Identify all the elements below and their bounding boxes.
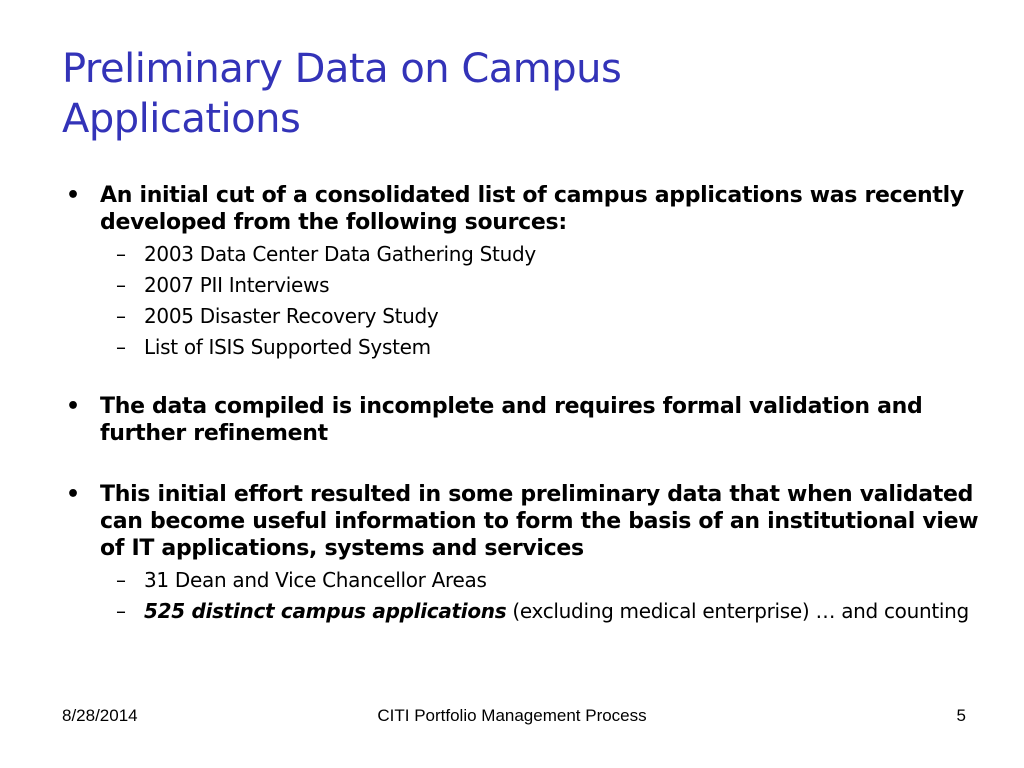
bullet-marker: • xyxy=(66,482,80,507)
slide-title-line-1: Preliminary Data on Campus xyxy=(62,46,622,92)
sub-bullet-text: 2007 PII Interviews xyxy=(144,273,330,297)
bullet-marker: • xyxy=(66,183,80,208)
slide-title xyxy=(62,44,962,144)
bullet-item xyxy=(62,182,982,236)
bullet-text: The data compiled is incomplete and requires formal validation and further refinement xyxy=(100,394,923,446)
sub-bullet-text: (excluding medical enterprise) … and counting xyxy=(506,599,969,623)
bullet-item xyxy=(62,393,982,447)
sub-bullet-text: 2005 Disaster Recovery Study xyxy=(144,304,439,328)
sub-bullet-text: List of ISIS Supported System xyxy=(144,335,431,359)
footer-title: CITI Portfolio Management Process xyxy=(377,706,647,725)
sub-bullet-marker: – xyxy=(116,273,126,297)
sub-bullet-marker: – xyxy=(116,568,126,592)
footer-date: 8/28/2014 xyxy=(62,706,138,725)
sub-bullet-item xyxy=(62,335,982,359)
sub-bullet-marker: – xyxy=(116,304,126,328)
sub-bullet-text: 2003 Data Center Data Gathering Study xyxy=(144,242,536,266)
sub-bullet-item xyxy=(62,304,982,328)
bullet-item xyxy=(62,481,982,562)
sub-bullet-marker: – xyxy=(116,599,126,623)
slide-title-line-2: Applications xyxy=(62,96,301,142)
slide-body xyxy=(62,182,982,623)
sub-bullet-emphasis: 525 distinct campus applications xyxy=(144,599,507,623)
bullet-text: An initial cut of a consolidated list of campus applications was recently developed from the following sources: xyxy=(100,183,964,235)
bullet-text: This initial effort resulted in some preliminary data that when validated can become useful information to form the basis of an institutional view of IT applications, systems and services xyxy=(100,482,979,561)
sub-bullet-item xyxy=(62,599,982,623)
bullet-marker: • xyxy=(66,394,80,419)
slide-number: 5 xyxy=(956,706,966,725)
sub-bullet-marker: – xyxy=(116,335,126,359)
sub-bullet-item xyxy=(62,568,982,592)
sub-bullet-item xyxy=(62,242,982,266)
sub-bullet-text: 31 Dean and Vice Chancellor Areas xyxy=(144,568,487,592)
sub-bullet-marker: – xyxy=(116,242,126,266)
sub-bullet-item xyxy=(62,273,982,297)
